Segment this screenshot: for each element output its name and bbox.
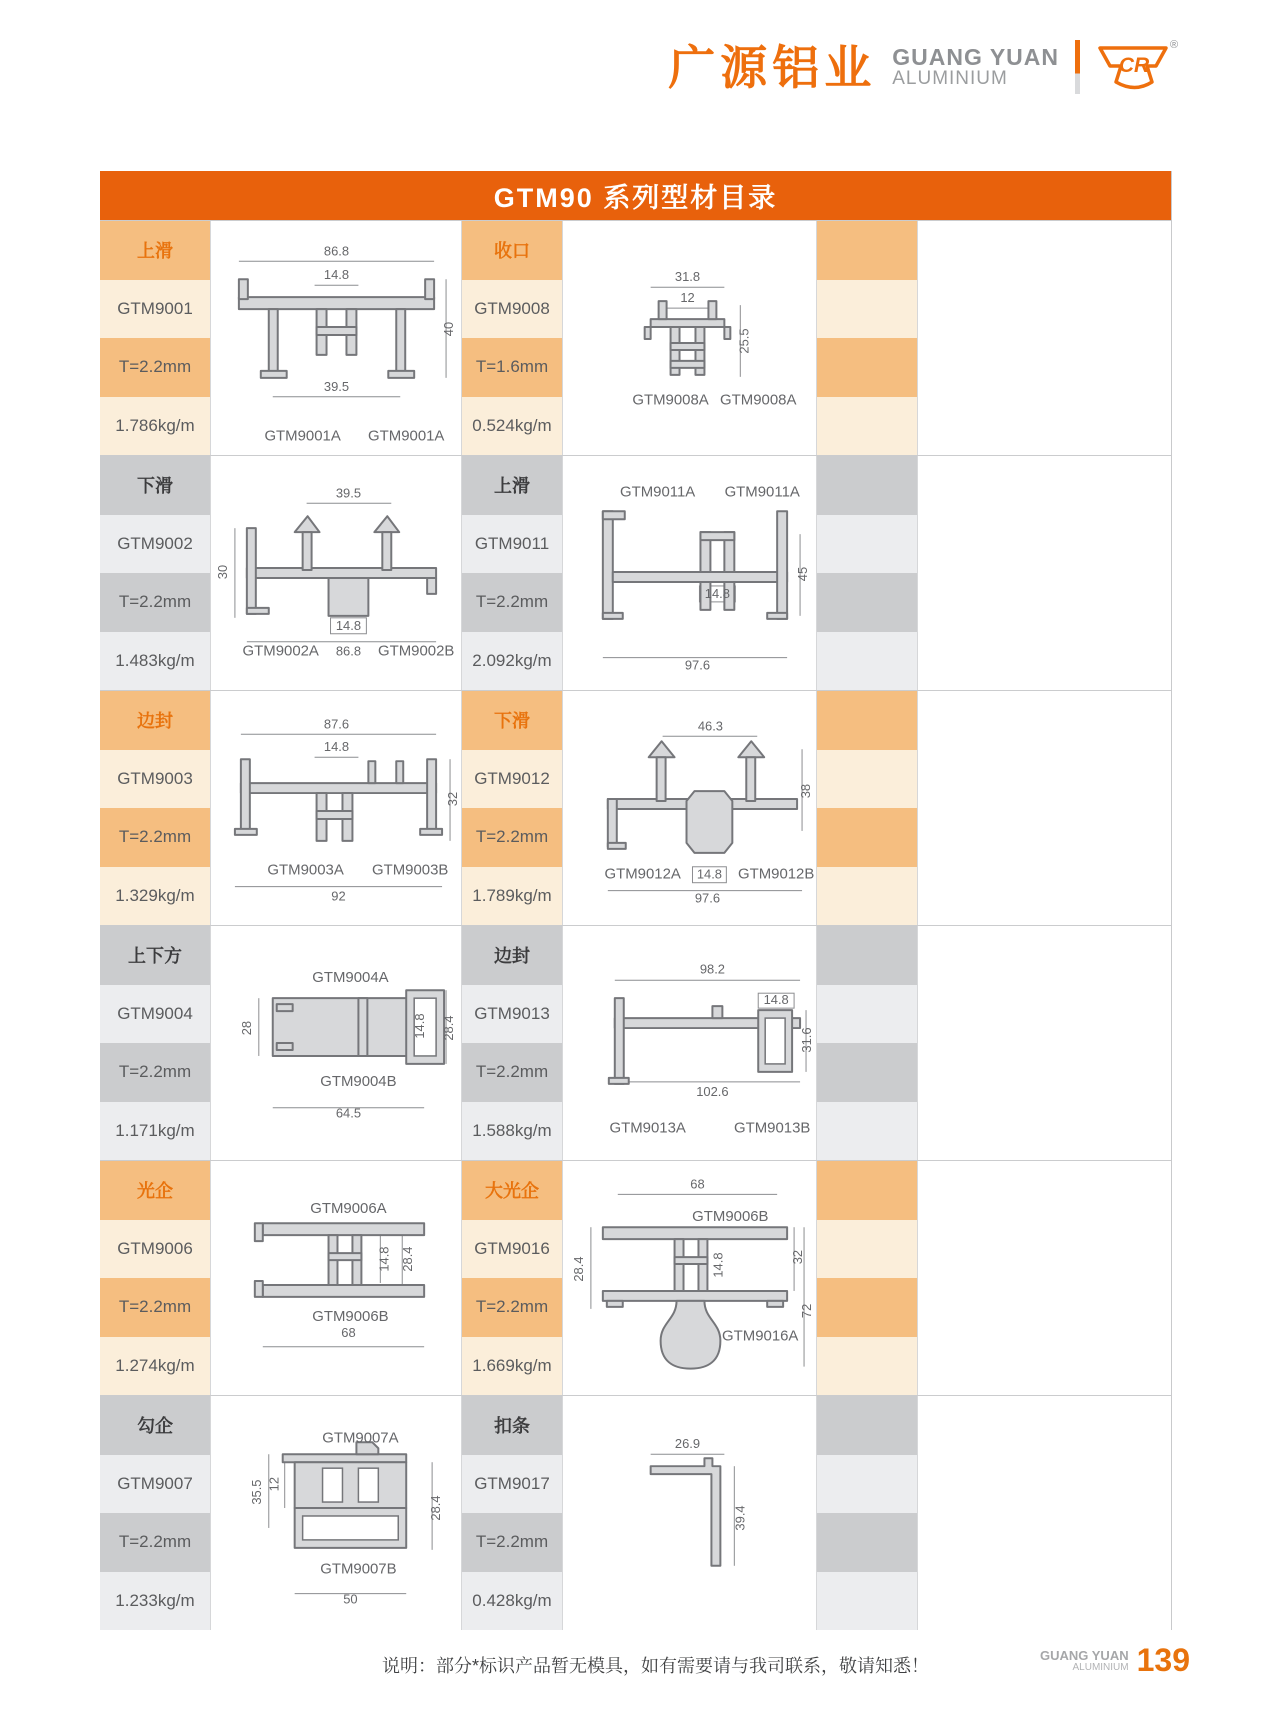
category-label: 勾企 [100,1396,210,1455]
dimension-label: 38 [798,783,814,799]
category-label: 边封 [462,926,562,985]
dimension-label: 64.5 [335,1105,362,1121]
dimension-label: 45 [795,566,811,582]
labels-gtm9008 [461,221,562,455]
table-title: GTM90 系列型材目录 [100,171,1171,220]
dimension-label: 87.6 [323,716,350,732]
registered-mark: ® [1169,39,1179,51]
thickness-label: T=2.2mm [100,338,210,397]
drawing-gtm9002 [210,456,461,690]
category-label: 上滑 [100,221,210,280]
dimension-label: 35.5 [248,1479,264,1505]
category-label: 下滑 [462,691,562,750]
model-label: GTM9002 [100,515,210,574]
empty-strip-column [816,691,917,925]
model-label: GTM9001 [100,280,210,339]
thickness-label: T=2.2mm [462,573,562,632]
dimension-label: 14.8 [763,992,789,1008]
model-label: GTM9008 [462,280,562,339]
labels-gtm9012 [461,691,562,925]
dimension-label: 39.5 [335,485,362,501]
thickness-label: T=2.2mm [100,808,210,867]
labels-gtm9017 [461,1396,562,1630]
model-label: GTM9003 [100,750,210,809]
profile-sublabel: GTM9002A [242,642,319,660]
category-label: 大光企 [462,1161,562,1220]
drawing-gtm9017 [562,1396,816,1630]
thickness-label: T=2.2mm [100,573,210,632]
profile-sublabel: GTM9012B [737,865,815,883]
drawing-gtm9011 [562,456,816,690]
thickness-label: T=2.2mm [462,1513,562,1572]
dimension-label: 28.4 [570,1256,586,1282]
labels-gtm9001 [100,221,210,455]
model-label: GTM9016 [462,1220,562,1279]
category-label: 扣条 [462,1396,562,1455]
dimension-label: 50 [343,1591,358,1607]
logo-english-bottom: ALUMINIUM [892,68,1008,90]
row-gtm9003-gtm9012 [100,690,1171,925]
category-label: 边封 [100,691,210,750]
dimension-label: 25.5 [736,328,752,354]
dimension-label: 14.8 [696,866,723,882]
model-label: GTM9012 [462,750,562,809]
footer-brand-top: GUANG YUAN [1040,1647,1129,1663]
dimension-label: 39.5 [323,378,350,394]
dimension-label: 31.6 [799,1027,815,1053]
empty-drawing-column [917,926,1170,1160]
dimension-label: 39.4 [732,1505,748,1531]
thickness-label: T=2.2mm [462,1278,562,1337]
logo-divider [1075,40,1080,94]
weight-label: 1.483kg/m [100,632,210,691]
labels-gtm9016 [461,1161,562,1395]
catalog-table [100,171,1172,1630]
weight-label: 1.588kg/m [462,1102,562,1161]
dimension-label: 46.3 [697,718,724,734]
profile-sublabel: GTM9011A [619,483,696,501]
empty-drawing-column [917,1396,1170,1630]
footer-brand-bottom: ALUMINIUM [1072,1661,1129,1673]
page-number: 139 [1136,1642,1190,1678]
dimension-label: 12 [266,1476,282,1492]
weight-label: 0.428kg/m [462,1572,562,1631]
weight-label: 2.092kg/m [462,632,562,691]
model-label: GTM9006 [100,1220,210,1279]
row-gtm9001-gtm9008 [100,220,1171,455]
dimension-label: 32 [790,1249,806,1265]
profile-sublabel: GTM9011A [724,483,800,501]
dimension-label: 28.4 [428,1495,444,1521]
drawing-gtm9001 [210,221,461,455]
dimension-label: 14.8 [710,1252,726,1278]
dimension-label: 86.8 [323,243,350,259]
profile-sublabel: GTM9008A [632,391,709,409]
dimension-label: 28.4 [400,1246,416,1272]
dimension-label: 14.8 [323,267,350,283]
empty-drawing-column [917,1161,1170,1395]
dimension-label: 31.8 [674,269,701,285]
category-label: 下滑 [100,456,210,515]
dimension-label: 14.8 [335,617,362,633]
thickness-label: T=2.2mm [100,1043,210,1102]
cr-logo-icon [1096,36,1180,98]
empty-drawing-column [917,221,1170,455]
dimension-label: 28 [238,1020,254,1036]
drawing-gtm9003 [210,691,461,925]
weight-label: 1.669kg/m [462,1337,562,1396]
model-label: GTM9013 [462,985,562,1044]
dimension-label: 97.6 [684,657,711,673]
weight-label: 1.274kg/m [100,1337,210,1396]
labels-gtm9003 [100,691,210,925]
drawing-gtm9006 [210,1161,461,1395]
dimension-label: 40 [441,321,457,337]
labels-gtm9013 [461,926,562,1160]
drawing-gtm9013 [562,926,816,1160]
weight-label: 1.329kg/m [100,867,210,926]
dimension-label: 86.8 [335,643,362,659]
model-label: GTM9011 [462,515,562,574]
dimension-label: 30 [214,564,230,580]
profile-sublabel: GTM9004A [312,969,389,987]
weight-label: 1.786kg/m [100,397,210,456]
profile-sublabel: GTM9006B [312,1307,389,1325]
profile-sublabel: GTM9002B [377,642,455,660]
footer-note: 说明：部分*标识产品暂无模具，如有需要请与我司联系，敬请知悉！ [381,1656,929,1676]
thickness-label: T=2.2mm [100,1513,210,1572]
logo-english-top: GUANG YUAN [892,43,1059,70]
empty-strip-column [816,1396,917,1630]
empty-drawing-column [917,456,1170,690]
empty-strip-column [816,1161,917,1395]
row-gtm9006-gtm9016 [100,1160,1171,1395]
dimension-label: 14.8 [323,739,350,755]
dimension-label: 14.8 [412,1013,428,1039]
drawing-gtm9016 [562,1161,816,1395]
profile-sublabel: GTM9013B [733,1119,811,1137]
labels-gtm9002 [100,456,210,690]
logo-english-text [892,45,1059,89]
row-gtm9007-gtm9017 [100,1395,1171,1630]
dimension-label: 12 [680,290,695,306]
empty-strip-column [816,221,917,455]
empty-strip-column [816,456,917,690]
thickness-label: T=1.6mm [462,338,562,397]
profile-sublabel: GTM9001A [368,427,445,445]
dimension-label: 14.8 [704,585,730,601]
profile-sublabel: GTM9006A [310,1200,387,1218]
profile-sublabel: GTM9007B [320,1560,397,1578]
profile-sublabel: GTM9001A [264,427,341,445]
row-gtm9004-gtm9013 [100,925,1171,1160]
labels-gtm9011 [461,456,562,690]
dimension-label: 97.6 [694,890,721,906]
dimension-label: 28.4 [441,1015,457,1041]
dimension-label: 92 [331,888,346,904]
footer-brand-page [1040,1644,1190,1676]
profile-sublabel: GTM9006B [692,1208,769,1226]
weight-label: 1.171kg/m [100,1102,210,1161]
labels-gtm9006 [100,1161,210,1395]
drawing-gtm9012 [562,691,816,925]
cr-logo-letters: CR [1118,54,1150,77]
category-label: 光企 [100,1161,210,1220]
weight-label: 0.524kg/m [462,397,562,456]
dimension-label: 98.2 [699,961,726,977]
model-label: GTM9017 [462,1455,562,1514]
profile-sublabel: GTM9003A [267,861,344,879]
profile-sublabel: GTM9012A [604,865,681,883]
empty-drawing-column [917,691,1170,925]
category-label: 上下方 [100,926,210,985]
profile-sublabel: GTM9013A [609,1119,686,1137]
dimension-label: 102.6 [696,1083,729,1099]
dimension-label: 68 [341,1324,356,1340]
dimension-label: 26.9 [674,1436,701,1452]
empty-strip-column [816,926,917,1160]
drawing-gtm9004 [210,926,461,1160]
dimension-label: 32 [445,791,461,807]
drawing-gtm9008 [562,221,816,455]
thickness-label: T=2.2mm [462,808,562,867]
profile-sublabel: GTM9016A [722,1327,799,1345]
thickness-label: T=2.2mm [100,1278,210,1337]
dimension-label: 68 [690,1176,705,1192]
drawing-gtm9007 [210,1396,461,1630]
category-label: 收口 [462,221,562,280]
model-label: GTM9004 [100,985,210,1044]
footer-brand [1040,1649,1129,1676]
row-gtm9002-gtm9011 [100,455,1171,690]
labels-gtm9004 [100,926,210,1160]
weight-label: 1.789kg/m [462,867,562,926]
profile-sublabel: GTM9007A [322,1429,399,1447]
dimension-label: 14.8 [376,1246,392,1272]
labels-gtm9007 [100,1396,210,1630]
logo-chinese-text: 广源铝业 [668,40,877,94]
category-label: 上滑 [462,456,562,515]
thickness-label: T=2.2mm [462,1043,562,1102]
model-label: GTM9007 [100,1455,210,1514]
weight-label: 1.233kg/m [100,1572,210,1631]
header-logo [668,36,1180,98]
dimension-label: 72 [799,1303,815,1319]
profile-sublabel: GTM9004B [320,1072,397,1090]
profile-sublabel: GTM9008A [720,391,797,409]
profile-sublabel: GTM9003B [372,861,449,879]
